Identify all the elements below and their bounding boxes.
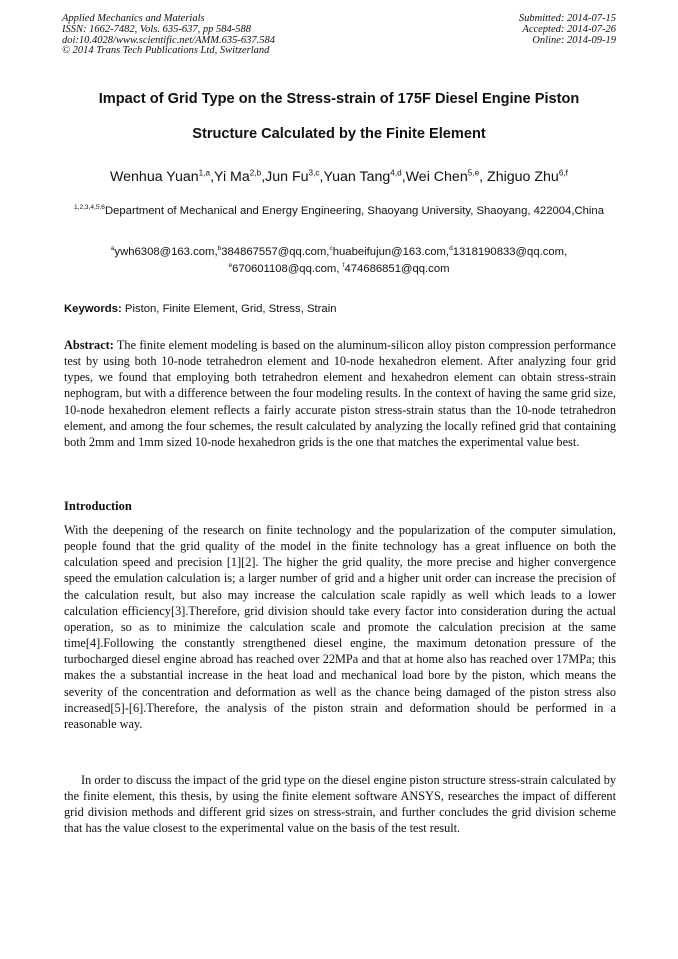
affiliation-text: Department of Mechanical and Energy Engineering, Shaoyang University, Shaoyang, 422004,China <box>104 205 604 217</box>
issn-line: ISSN: 1662-7482, Vols. 635-637, pp 584-588 <box>62 23 251 35</box>
intro-paragraph-1: With the deepening of the research on finite technology and the popularization of the computer simulation, people found that the grid quality of the model in the finite technology has a great influence on both the calculation speed and precision [1][2]. The higher the grid quality, the more precise and higher convergence speed the emulation calculation is; a larger number of grid and a higher unit order can increase the precision of the calculation result, but also may increase the calculation scale rapidly as well which leads to a lower calculation efficiency[3].Therefore, grid division should take every factor into consideration during the actual operation, so as to minimize the calculation scale and promote the calculation precision at the same time[4].Following the constantly strengthened diesel engine, the maximum detonation pressure of the turbocharged diesel engine abroad has reached over 22MPa and that at home also has reached over 17MPa; this makes the a substantial increase in the heat load and mechanical load bore by the piston, which means the severity of the concentration and deformation as well as the chance being damaged of the piston stress also increased[5]-[6].Therefore, the analysis of the piston strain and deformation should be performed in a reasonable way. <box>64 523 616 731</box>
keywords-text: Piston, Finite Element, Grid, Stress, Strain <box>121 303 337 315</box>
online-date: Online: 2014-09-19 <box>532 34 616 46</box>
submitted-date: Submitted: 2014-07-15 <box>518 13 616 24</box>
affiliation <box>62 203 616 220</box>
author: Wenhua Yuan$^{1,a}$, <box>110 168 215 185</box>
email: 1318190833@qq.com, <box>452 246 568 258</box>
paper-title-line-1: Impact of Grid Type on the Stress-strain of 175F Diesel Engine Piston <box>98 91 580 107</box>
email-line-1: $^a$ywh6308@163.com,$^b$384867557@qq.com,$^c$huabeifujun@163.com,$^d$1318190833@qq.com, <box>110 245 568 258</box>
keywords-label: Keywords: <box>64 303 122 315</box>
email: 474686851@qq.com <box>344 263 450 275</box>
email: 384867557@qq.com, <box>221 246 330 258</box>
abstract <box>64 337 616 450</box>
section-heading-introduction: Introduction <box>64 499 132 513</box>
author: Yuan Tang$^{4,d}$, <box>323 168 406 185</box>
doi-line: doi:10.4028/www.scientific.net/AMM.635-637.584 <box>62 34 275 46</box>
email: ywh6308@163.com, <box>114 246 218 258</box>
author-list <box>40 167 638 187</box>
journal-name: Applied Mechanics and Materials <box>62 13 205 24</box>
email: 670601108@qq.com, <box>232 263 343 275</box>
paper-title-line-2: Structure Calculated by the Finite Element <box>192 126 486 142</box>
author: Wei Chen$^{5,e}$, <box>405 168 488 185</box>
journal-info <box>62 14 275 57</box>
affiliation-marker: 1,2,3,4,5,6 <box>73 204 105 212</box>
publication-dates <box>519 14 616 46</box>
email: huabeifujun@163.com, <box>332 246 450 258</box>
abstract-text: The finite element modeling is based on the aluminum-silicon alloy piston compression performance test by using both 10-node tetrahedron element and 10-node hexahedron element. After analyzing four grid types, we found that employing both tetrahedron element and hexahedron element can obtain stress-strain nephogram, but with a difference between the four modeling results. In the context of having the same grid size, 10-node hexahedron element reflects a fairly accurate piston stress-strain status than the 10-node tetrahedron element, and among the four schemes, the result calculated by analyzing the locally refined grid that containing both 2mm and 1mm sized 10-node hexahedron grids is the one that matches the experimental value best. <box>64 338 616 449</box>
author: Yi Ma$^{2,b}$, <box>214 168 266 185</box>
author-emails <box>62 244 616 278</box>
copyright-line: © 2014 Trans Tech Publications Ltd, Switzerland <box>62 45 270 57</box>
accepted-date: Accepted: 2014-07-26 <box>522 23 616 35</box>
intro-paragraph-2: In order to discuss the impact of the grid type on the diesel engine piston structure stress-strain calculated by the finite element, this thesis, by using the finite element software ANSYS, researches the impact of different grid division methods and different grid sizes on stress-strain, and further concludes the grid division scheme that has the value closest to the experimental value on the basis of the test result. <box>64 773 616 836</box>
email-line-2: $^e$670601108@qq.com, $^f$474686851@qq.com <box>228 262 450 275</box>
author: Jun Fu$^{3,c}$, <box>265 168 324 185</box>
abstract-label: Abstract: <box>64 338 114 352</box>
author: Zhiguo Zhu$^{6,f}$ <box>487 168 568 185</box>
keywords <box>64 301 336 317</box>
